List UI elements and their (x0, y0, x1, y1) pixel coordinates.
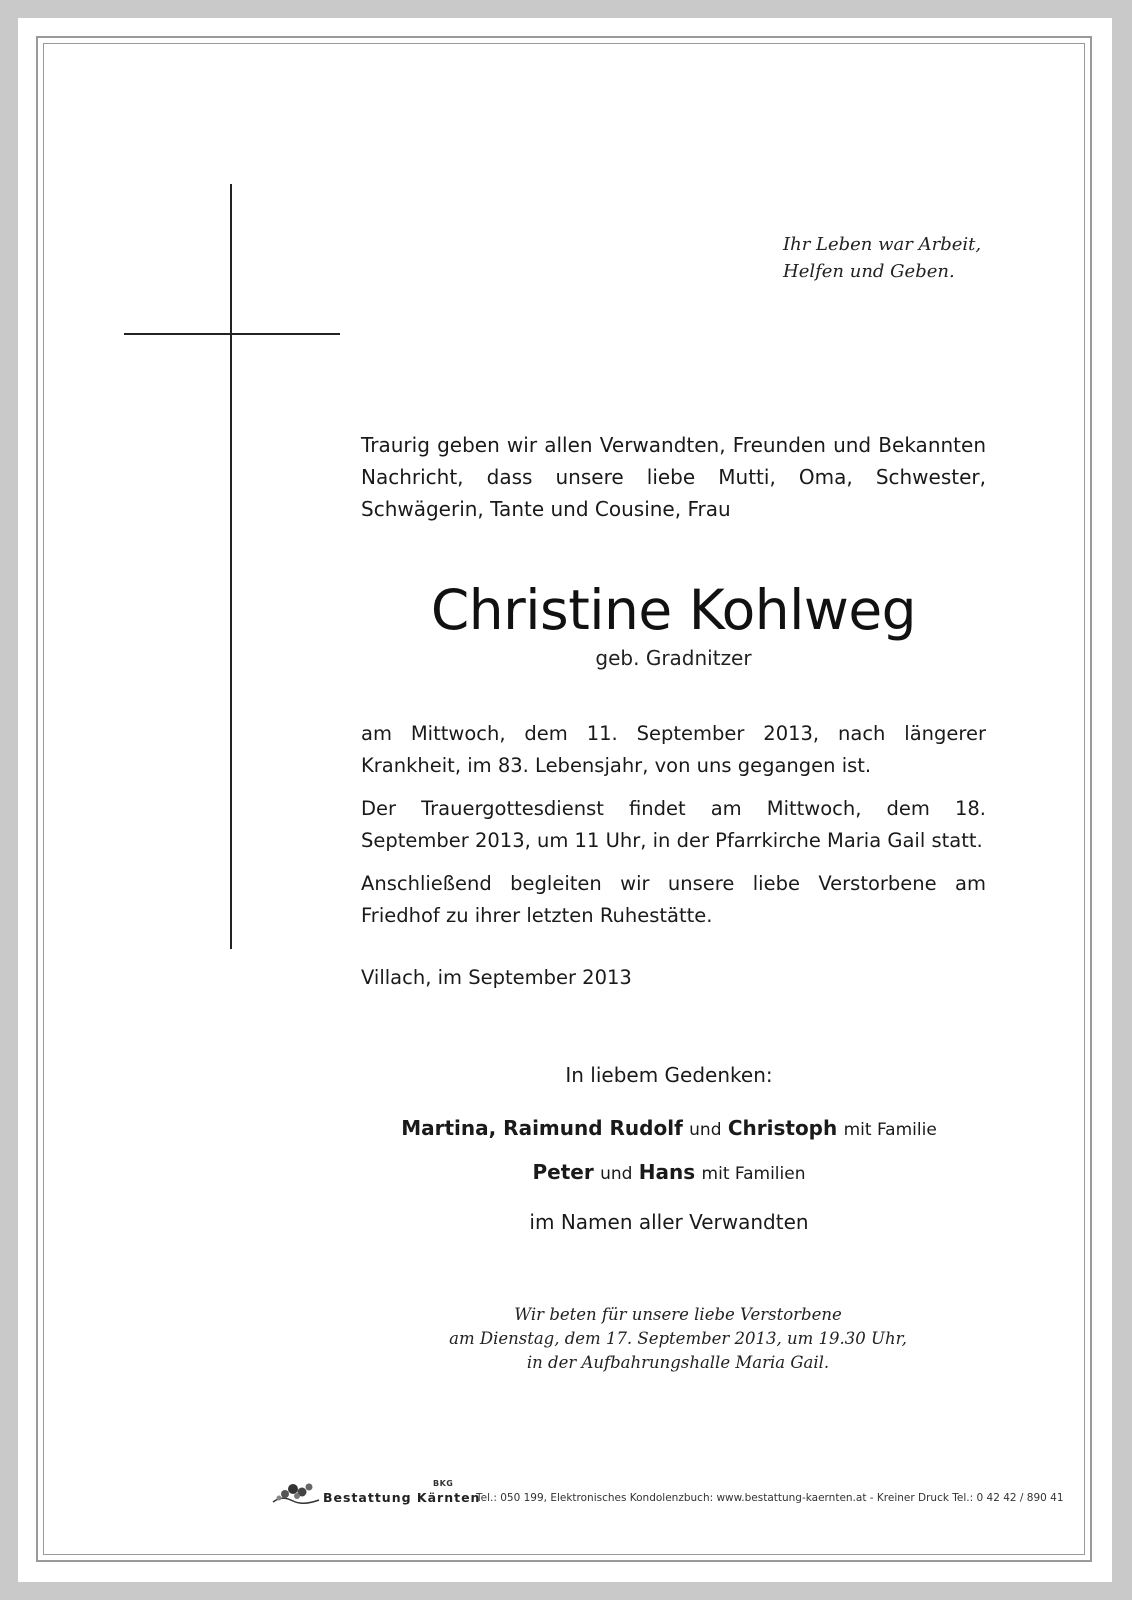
mourners-names-2c: Hans (638, 1160, 696, 1184)
footer (271, 1476, 1064, 1512)
footer-contact-info: Tel.: 050 199, Elektronisches Kondolenzbuch: www.bestattung-kaernten.at - Kreiner Druck Tel.: 0 42 42 / 890 41 (476, 1492, 1064, 1504)
cross-horizontal-bar (124, 333, 340, 335)
prayer-line-2: am Dienstag, dem 17. September 2013, um 19.30 Uhr, (449, 1329, 907, 1348)
cross-vertical-bar (230, 184, 232, 949)
service-paragraph: Der Trauergottesdienst findet am Mittwoch, dem 18. September 2013, um 11 Uhr, in der Pfarrkirche Maria Gail statt. (361, 797, 986, 852)
intro-text: Traurig geben wir allen Verwandten, Freunden und Bekannten Nachricht, dass unsere liebe Mutti, Oma, Schwester, Schwägerin, Tante und Cousine, Frau (361, 433, 986, 521)
mourners-line-1 (318, 1116, 1020, 1140)
burial-paragraph: Anschließend begleiten wir unsere liebe Verstorbene am Friedhof zu ihrer letzten Ruhestätte. (361, 872, 986, 927)
place-date: Villach, im September 2013 (361, 966, 632, 989)
flower-logo-icon (271, 1476, 321, 1508)
prayer-line-1: Wir beten für unsere liebe Verstorbene (514, 1305, 842, 1324)
logo-text: Bestattung Kärnten (323, 1490, 481, 1505)
mourners-names-1c: Christoph (727, 1116, 838, 1140)
birth-name: geb. Gradnitzer (595, 646, 752, 670)
logo-tag: BKG (433, 1479, 454, 1488)
deceased-name: Christine Kohlweg (430, 578, 917, 642)
mourners-line-2 (318, 1160, 1020, 1184)
prayer-line-3: in der Aufbahrungshalle Maria Gail. (526, 1353, 830, 1372)
mourners-conj-1: und (689, 1120, 722, 1140)
mourners-suffix-2: mit Familien (701, 1164, 806, 1184)
mourners-line-3: im Namen aller Verwandten (529, 1210, 809, 1234)
mourners-names-1a: Martina, Raimund Rudolf (401, 1116, 683, 1140)
mourners-names-2a: Peter (532, 1160, 594, 1184)
motto (783, 231, 1083, 285)
mourners-suffix-1: mit Familie (843, 1120, 937, 1140)
mourners-conj-2: und (600, 1164, 633, 1184)
obituary-page (18, 18, 1112, 1582)
mourners-heading: In liebem Gedenken: (565, 1063, 773, 1087)
prayer-notice (368, 1303, 988, 1375)
death-paragraph: am Mittwoch, dem 11. September 2013, nach längerer Krankheit, im 83. Lebensjahr, von uns gegangen ist. (361, 722, 986, 777)
motto-line-2: Helfen und Geben. (783, 261, 955, 282)
motto-line-1: Ihr Leben war Arbeit, (783, 234, 982, 255)
